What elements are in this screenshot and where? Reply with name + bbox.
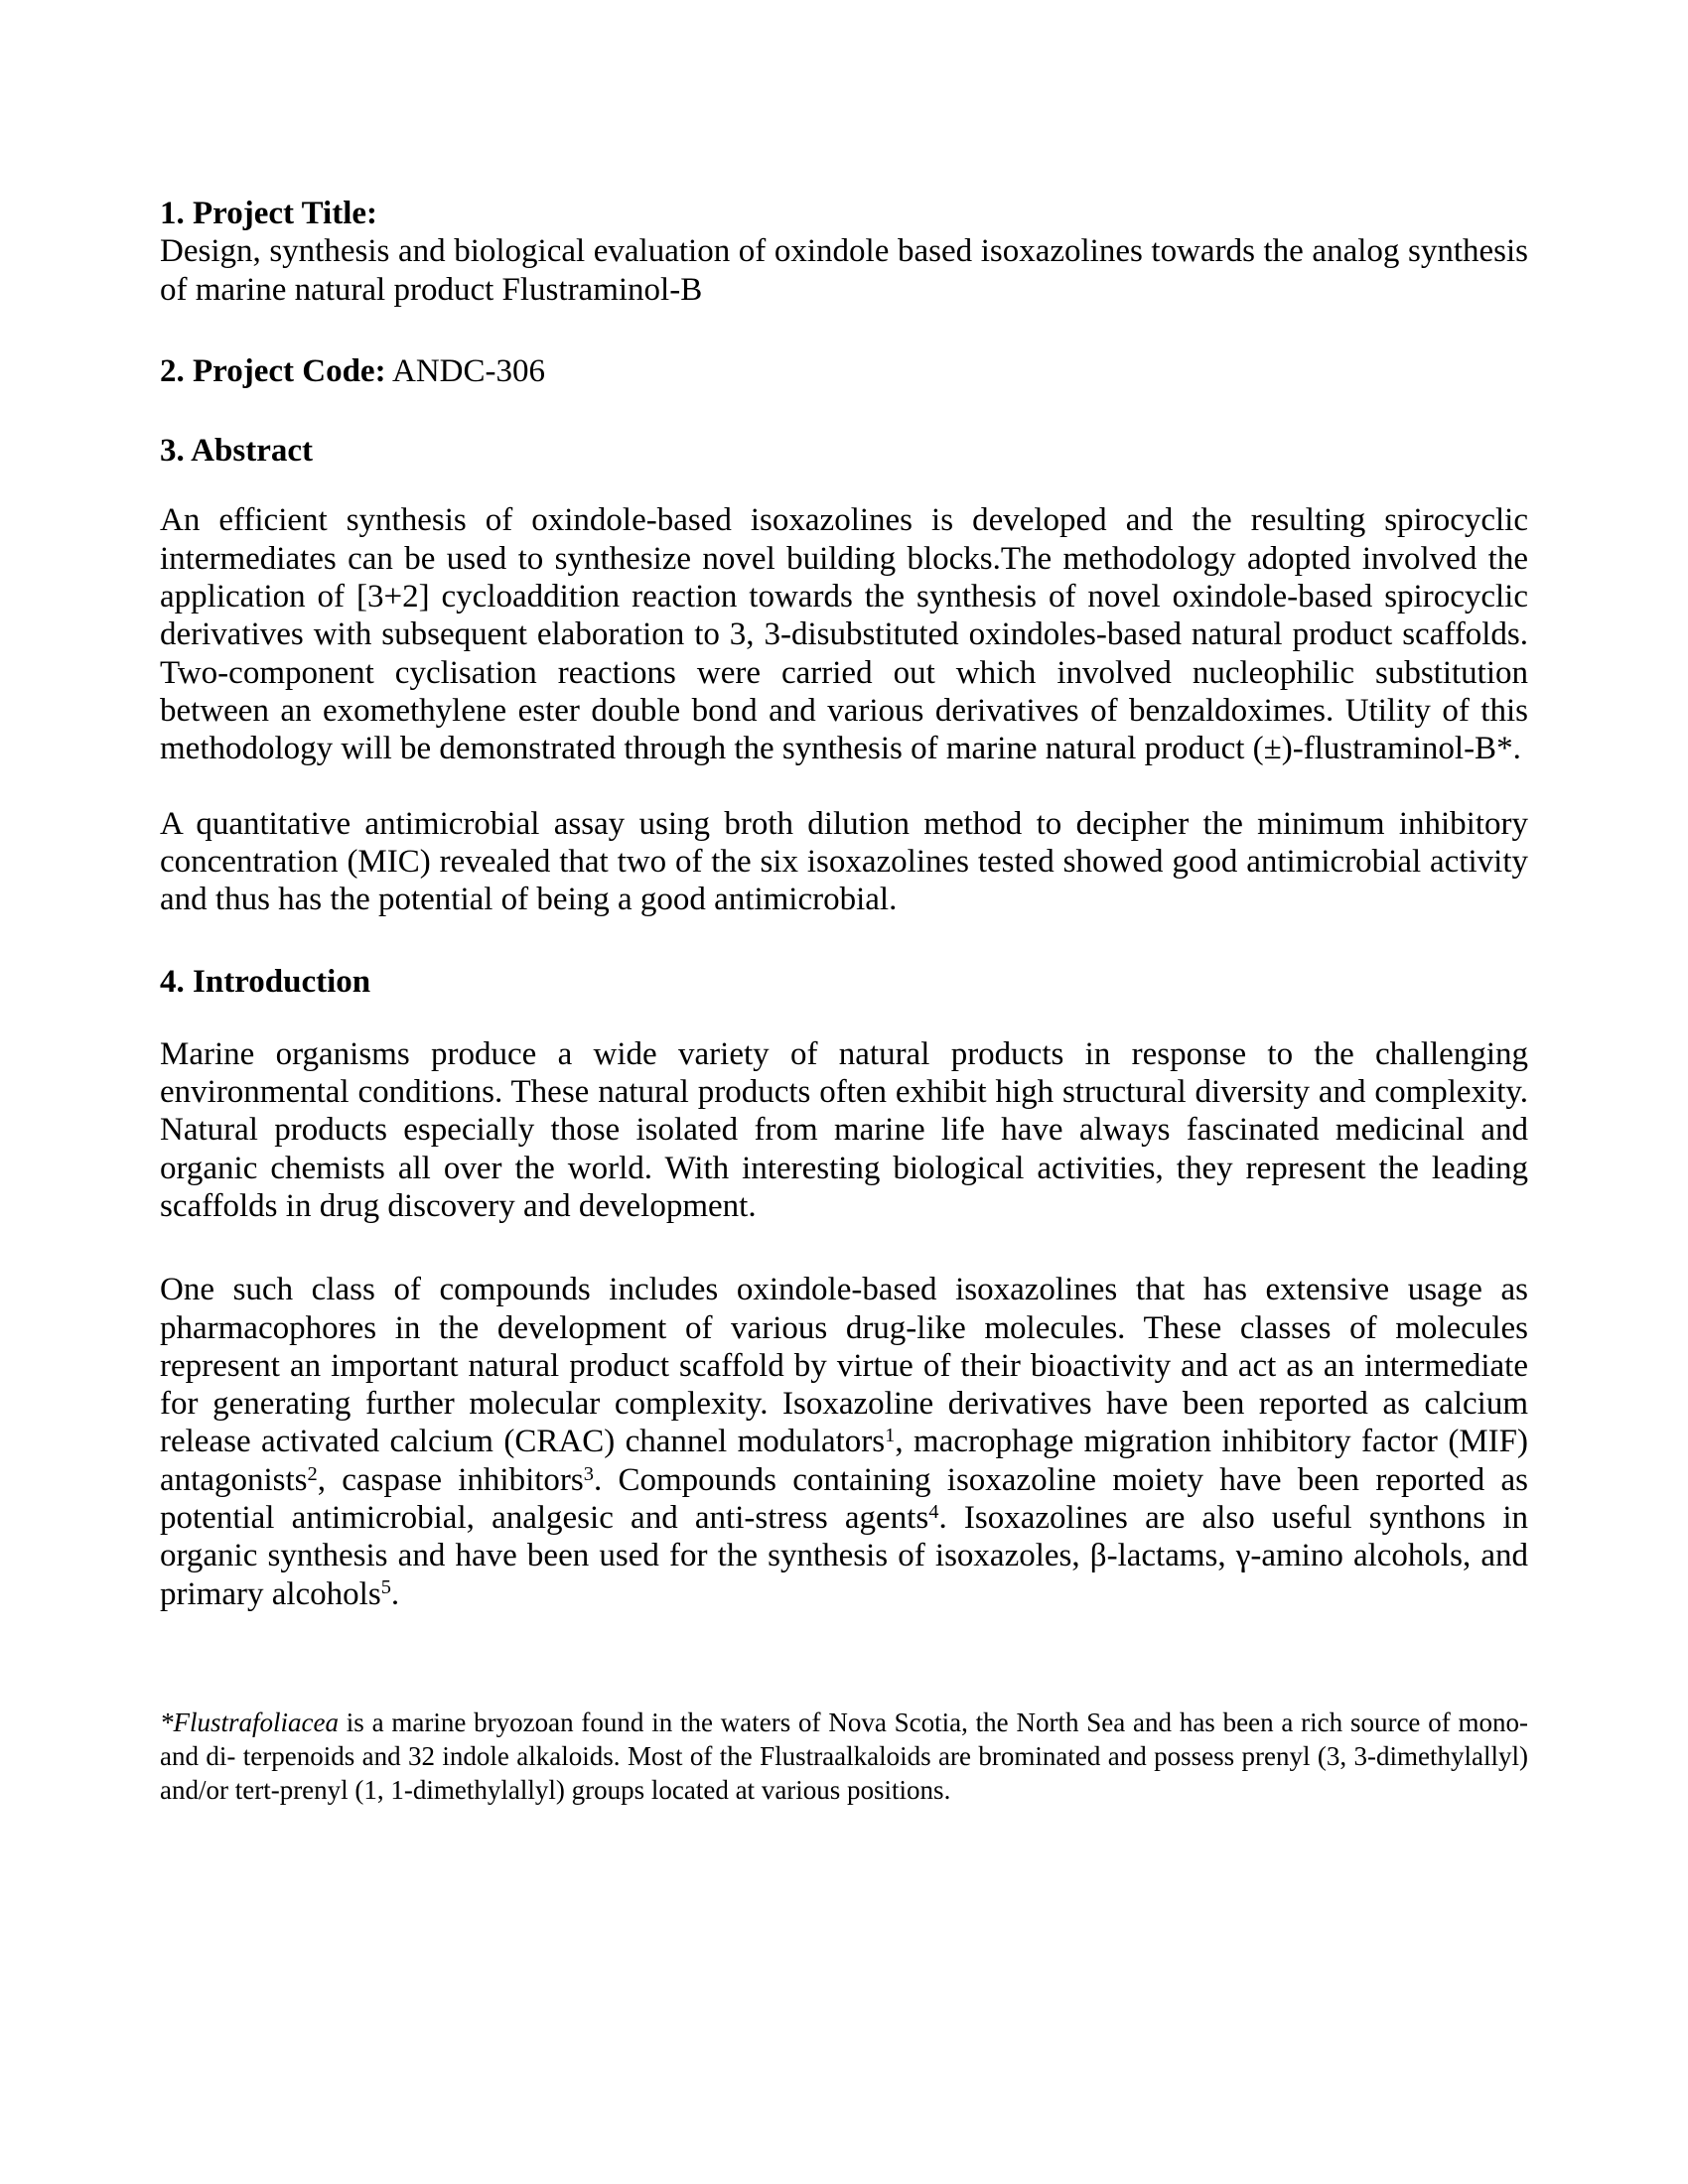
- project-code-label: 2. Project Code:: [160, 352, 386, 389]
- abstract-paragraph-1: An efficient synthesis of oxindole-based isoxazolines is developed and the resulting spirocyclic intermediates can be used to synthesize novel building blocks.The methodology adopted involved the application of [3+2] cycloaddition reaction towards the synthesis of novel oxindole-based spirocyclic derivatives with subsequent elaboration to 3, 3-disubstituted oxindoles-based natural product scaffolds. Two-component cyclisation reactions were carried out which involved nucleophilic substitution between an exomethylene ester double bond and various derivatives of benzaldoximes. Utility of this methodology will be demonstrated through the synthesis of marine natural product (±)-flustraminol-B*.: [160, 502, 1528, 767]
- footnote: [160, 1706, 1528, 1807]
- project-title-heading: 1. Project Title:: [160, 196, 378, 231]
- footnote-species-name: *Flustrafoliacea: [160, 1706, 339, 1737]
- introduction-paragraph-1: Marine organisms produce a wide variety of natural products in response to the challenging environmental conditions. These natural products often exhibit high structural diversity and complexity. Natural products especially those isolated from marine life have always fascinated medicinal and organic chemists all over the world. With interesting biological activities, they represent the leading scaffolds in drug discovery and development.: [160, 1035, 1528, 1224]
- footnote-text: is a marine bryozoan found in the waters of Nova Scotia, the North Sea and has been a rich source of mono- and di- terpenoids and 32 indole alkaloids. Most of the Flustraalkaloids are brominated and possess prenyl (3, 3-dimethylallyl) and/or tert-prenyl (1, 1-dimethylallyl) groups located at various positions.: [160, 1706, 1528, 1805]
- abstract-heading: 3. Abstract: [160, 433, 313, 470]
- introduction-paragraph-2: One such class of compounds includes oxindole-based isoxazolines that has extensive usage as pharmacophores in the development of various drug-like molecules. These classes of molecules represent an important natural product scaffold by virtue of their bioactivity and act as an intermediate for generating further molecular complexity. Isoxazoline derivatives have been reported as calcium release activated calcium (CRAC) channel modulators$^1$, macrophage migration inhibitory factor (MIF) antagonists$^2$, caspase inhibitors$^3$. Compounds containing isoxazoline moiety have been reported as potential antimicrobial, analgesic and anti-stress agents$^4$. Isoxazolines are also useful synthons in organic synthesis and have been used for the synthesis of isoxazoles, β-lactams, γ-amino alcohols, and primary alcohols$^5$.: [160, 1272, 1529, 1612]
- project-code-value: ANDC-306: [385, 352, 545, 389]
- abstract-paragraph-2: A quantitative antimicrobial assay using broth dilution method to decipher the minimum inhibitory concentration (MIC) revealed that two of the six isoxazolines tested showed good antimicrobial activity and thus has the potential of being a good antimicrobial.: [160, 805, 1528, 918]
- project-code-line: [160, 352, 1528, 390]
- introduction-heading: 4. Introduction: [160, 964, 371, 1001]
- project-title-text: Design, synthesis and biological evaluation of oxindole based isoxazolines towards the analog synthesis of marine natural product Flustraminol-B: [160, 233, 1528, 308]
